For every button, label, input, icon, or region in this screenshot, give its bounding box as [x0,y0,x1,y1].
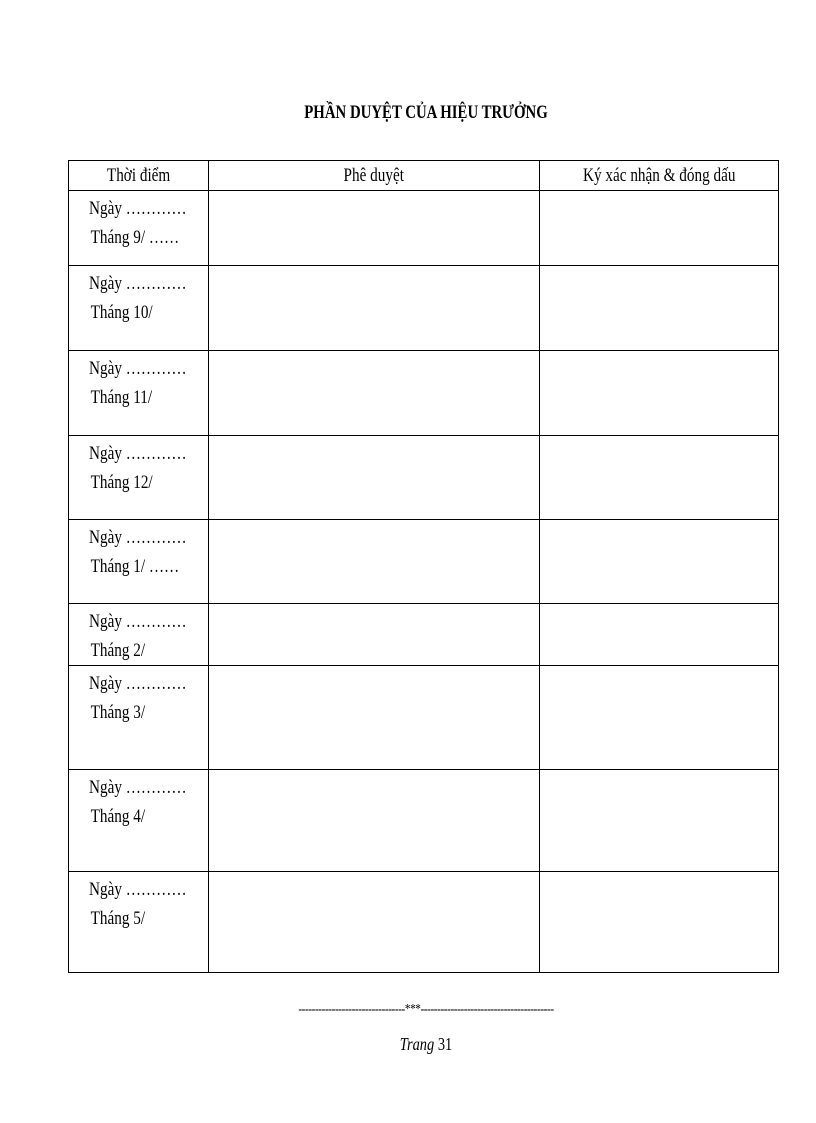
approval-cell [209,266,540,351]
time-cell [69,351,209,436]
month-label: Tháng 10/ [90,302,153,323]
footer-separator: --------------------------------***---------------------------------------- [298,1002,554,1017]
day-label: Ngày ………… [89,879,187,900]
day-label: Ngày ………… [89,673,187,694]
time-cell [69,604,209,666]
month-label: Tháng 2/ [90,640,146,661]
header-approval: Phê duyệt [209,161,540,191]
approval-cell [209,436,540,520]
day-label: Ngày ………… [89,273,187,294]
sign-cell [540,520,779,604]
table-row [69,872,779,973]
time-cell [69,436,209,520]
time-cell [69,770,209,872]
approval-cell [209,666,540,770]
table-row [69,436,779,520]
table-row [69,520,779,604]
day-label: Ngày ………… [89,527,187,548]
month-label: Tháng 4/ [90,806,146,827]
sign-cell [540,770,779,872]
time-cell [69,872,209,973]
day-label: Ngày ………… [89,777,187,798]
header-time: Thời điểm [69,161,209,191]
page-title: PHẦN DUYỆT CỦA HIỆU TRƯỞNG [304,102,548,123]
approval-cell [209,872,540,973]
table-row [69,770,779,872]
approval-cell [209,604,540,666]
approval-cell [209,520,540,604]
sign-cell [540,351,779,436]
day-label: Ngày ………… [89,198,187,219]
sign-cell [540,266,779,351]
page-number [85,1034,767,1055]
time-cell [69,666,209,770]
approval-cell [209,191,540,266]
sign-cell [540,604,779,666]
time-cell [69,191,209,266]
table-row [69,266,779,351]
month-label: Tháng 1/ …… [90,556,180,577]
table-row [69,604,779,666]
day-label: Ngày ………… [89,443,187,464]
sign-cell [540,436,779,520]
month-label: Tháng 12/ [90,472,153,493]
page-number-value: 31 [437,1034,453,1054]
header-sign: Ký xác nhận & đóng dấu [540,161,779,191]
page-label: Trang [399,1034,435,1054]
sign-cell [540,666,779,770]
time-cell [69,266,209,351]
table-row [69,666,779,770]
approval-cell [209,770,540,872]
table-header-row [69,161,779,191]
table-row [69,351,779,436]
day-label: Ngày ………… [89,611,187,632]
table-row [69,191,779,266]
sign-cell [540,872,779,973]
month-label: Tháng 11/ [90,387,153,408]
month-label: Tháng 3/ [90,702,146,723]
time-cell [69,520,209,604]
approval-cell [209,351,540,436]
day-label: Ngày ………… [89,358,187,379]
month-label: Tháng 9/ …… [90,227,180,248]
sign-cell [540,191,779,266]
approval-table [68,160,779,973]
month-label: Tháng 5/ [90,908,146,929]
